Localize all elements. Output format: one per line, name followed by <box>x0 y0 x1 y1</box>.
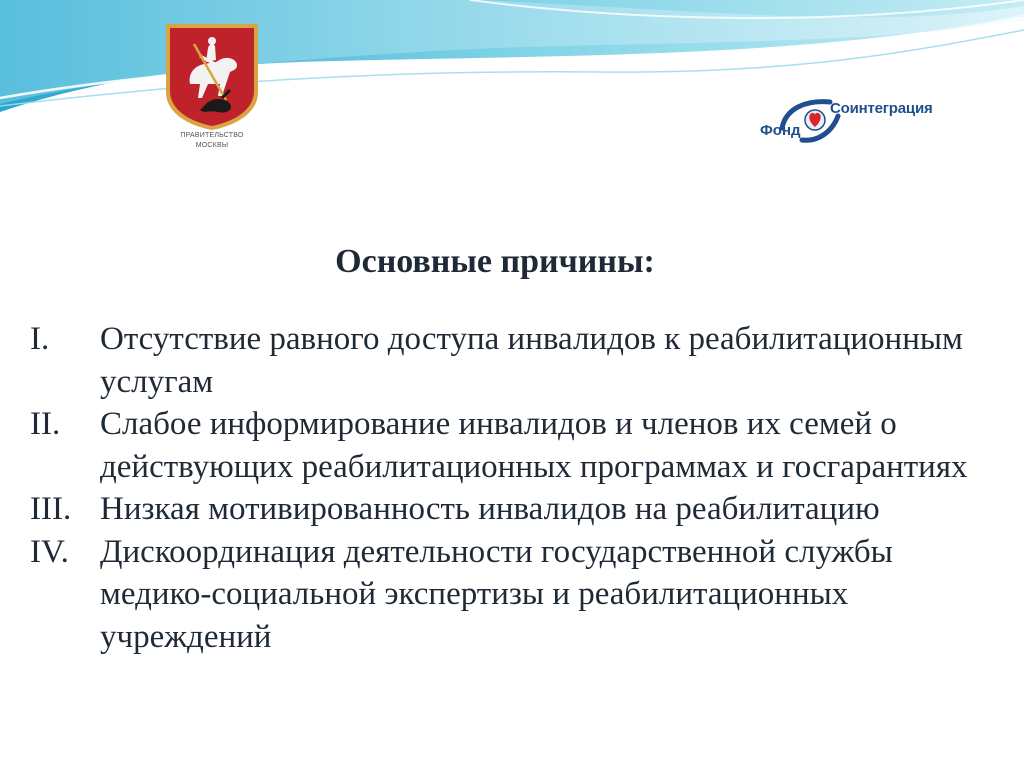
government-caption <box>160 131 264 151</box>
reason-item <box>30 488 990 531</box>
reasons-list <box>30 318 990 658</box>
reason-text: Низкая мотивированность инвалидов на реабилитацию <box>100 491 880 527</box>
reason-text: Слабое информирование инвалидов и членов их семей о действующих реабилитационных программах и госгарантиях <box>100 406 968 485</box>
reason-item <box>30 531 990 659</box>
caption-line-2: МОСКВЫ <box>195 142 229 149</box>
fund-name-sointegratsia: Соинтеграция <box>830 100 933 117</box>
fund-sointegratsia-logo <box>756 98 936 146</box>
moscow-coat-of-arms-icon <box>164 22 260 132</box>
reason-number: IV. <box>30 533 69 570</box>
reason-text: Отсутствие равного доступа инвалидов к реабилитационным услугам <box>100 321 963 400</box>
slide-heading: Основные причины: <box>335 243 655 280</box>
caption-line-1: ПРАВИТЕЛЬСТВО <box>180 132 244 139</box>
reason-number: II. <box>30 406 61 442</box>
reason-item <box>30 318 990 403</box>
reason-number: III. <box>30 491 72 527</box>
reason-number: I. <box>30 321 50 357</box>
reason-text: Дискоординация деятельности государственной службы медико-социальной экспертизы и реабилитационных учреждений <box>100 533 893 655</box>
reason-item <box>30 403 990 488</box>
fund-name-fond: Фонд <box>760 122 801 139</box>
